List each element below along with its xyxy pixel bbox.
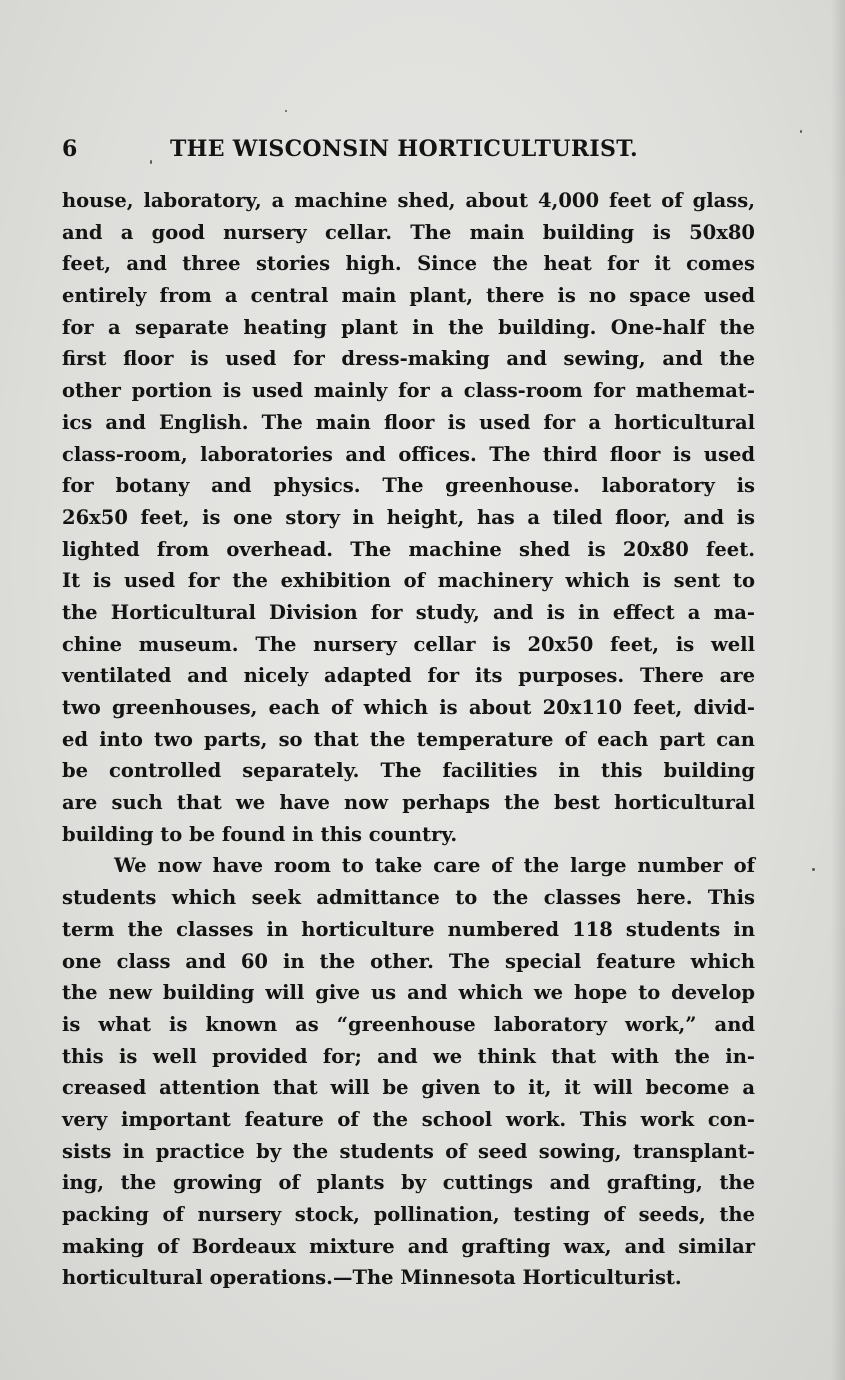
text-line: first floor is used for dress-making and sewing, and the (62, 347, 755, 371)
page-edge-shadow (831, 0, 845, 1380)
text-line: ics and English. The main floor is used for a horticultural (62, 410, 755, 434)
text-line: the Horticultural Division for study, and is in effect a ma- (62, 600, 755, 624)
text-line: very important feature of the school work. This work con- (62, 1107, 755, 1131)
text-line: house, laboratory, a machine shed, about 4,000 feet of glass, (62, 189, 755, 212)
text-line: ing, the growing of plants by cuttings and grafting, the (62, 1171, 755, 1195)
text-line: creased attention that will be given to it, it will become a (62, 1076, 755, 1100)
text-line: chine museum. The nursery cellar is 20x50 feet, is well (62, 632, 755, 656)
text-line: this is well provided for; and we think that with the in- (62, 1044, 755, 1068)
page-header (62, 132, 762, 172)
article-text (62, 185, 755, 1294)
text-line: packing of nursery stock, pollination, testing of seeds, the (62, 1203, 755, 1226)
text-line: for a separate heating plant in the building. One-half the (62, 315, 755, 339)
text-line: ventilated and nicely adapted for its purposes. There are (62, 664, 755, 688)
text-line: class-room, laboratories and offices. The third floor is used (62, 442, 755, 466)
paragraph-end-line: horticultural operations.—The Minnesota Horticulturist. (62, 1266, 682, 1290)
page-number: 6 (62, 136, 78, 162)
text-line: other portion is used mainly for a class-room for mathemat- (62, 379, 755, 403)
text-line: It is used for the exhibition of machinery which is sent to (62, 569, 755, 593)
text-line: feet, and three stories high. Since the heat for it comes (62, 252, 755, 276)
text-line: ed into two parts, so that the temperature of each part can (62, 727, 755, 751)
text-line: one class and 60 in the other. The special feature which (62, 949, 755, 973)
text-line: students which seek admittance to the classes here. This (62, 886, 755, 910)
text-line: be controlled separately. The facilities in this building (62, 759, 755, 783)
paper-speck (800, 130, 802, 133)
text-line: are such that we have now perhaps the best horticultural (62, 791, 755, 815)
text-line: term the classes in horticulture numbered 118 students in (62, 917, 755, 941)
text-line: the new building will give us and which we hope to develop (62, 981, 755, 1005)
paper-speck (285, 110, 287, 112)
paragraph-start-line: We now have room to take care of the large number of (114, 854, 755, 878)
paragraph-end-line: building to be found in this country. (62, 822, 458, 846)
text-line: lighted from overhead. The machine shed is 20x80 feet. (62, 537, 755, 561)
running-title: THE WISCONSIN HORTICULTURIST. (170, 136, 638, 162)
text-line: is what is known as “greenhouse laboratory work,” and (62, 1012, 755, 1036)
text-line: for botany and physics. The greenhouse. laboratory is (62, 474, 755, 498)
paper-speck (812, 868, 815, 871)
text-line: sists in practice by the students of seed sowing, transplant- (62, 1139, 755, 1163)
paper-speck (150, 160, 152, 164)
text-line: and a good nursery cellar. The main building is 50x80 (62, 220, 755, 244)
text-line: 26x50 feet, is one story in height, has a tiled floor, and is (62, 505, 755, 529)
text-line: entirely from a central main plant, there is no space used (62, 284, 755, 308)
text-line: making of Bordeaux mixture and grafting wax, and similar (62, 1234, 755, 1258)
text-line: two greenhouses, each of which is about 20x110 feet, divid- (62, 696, 755, 719)
